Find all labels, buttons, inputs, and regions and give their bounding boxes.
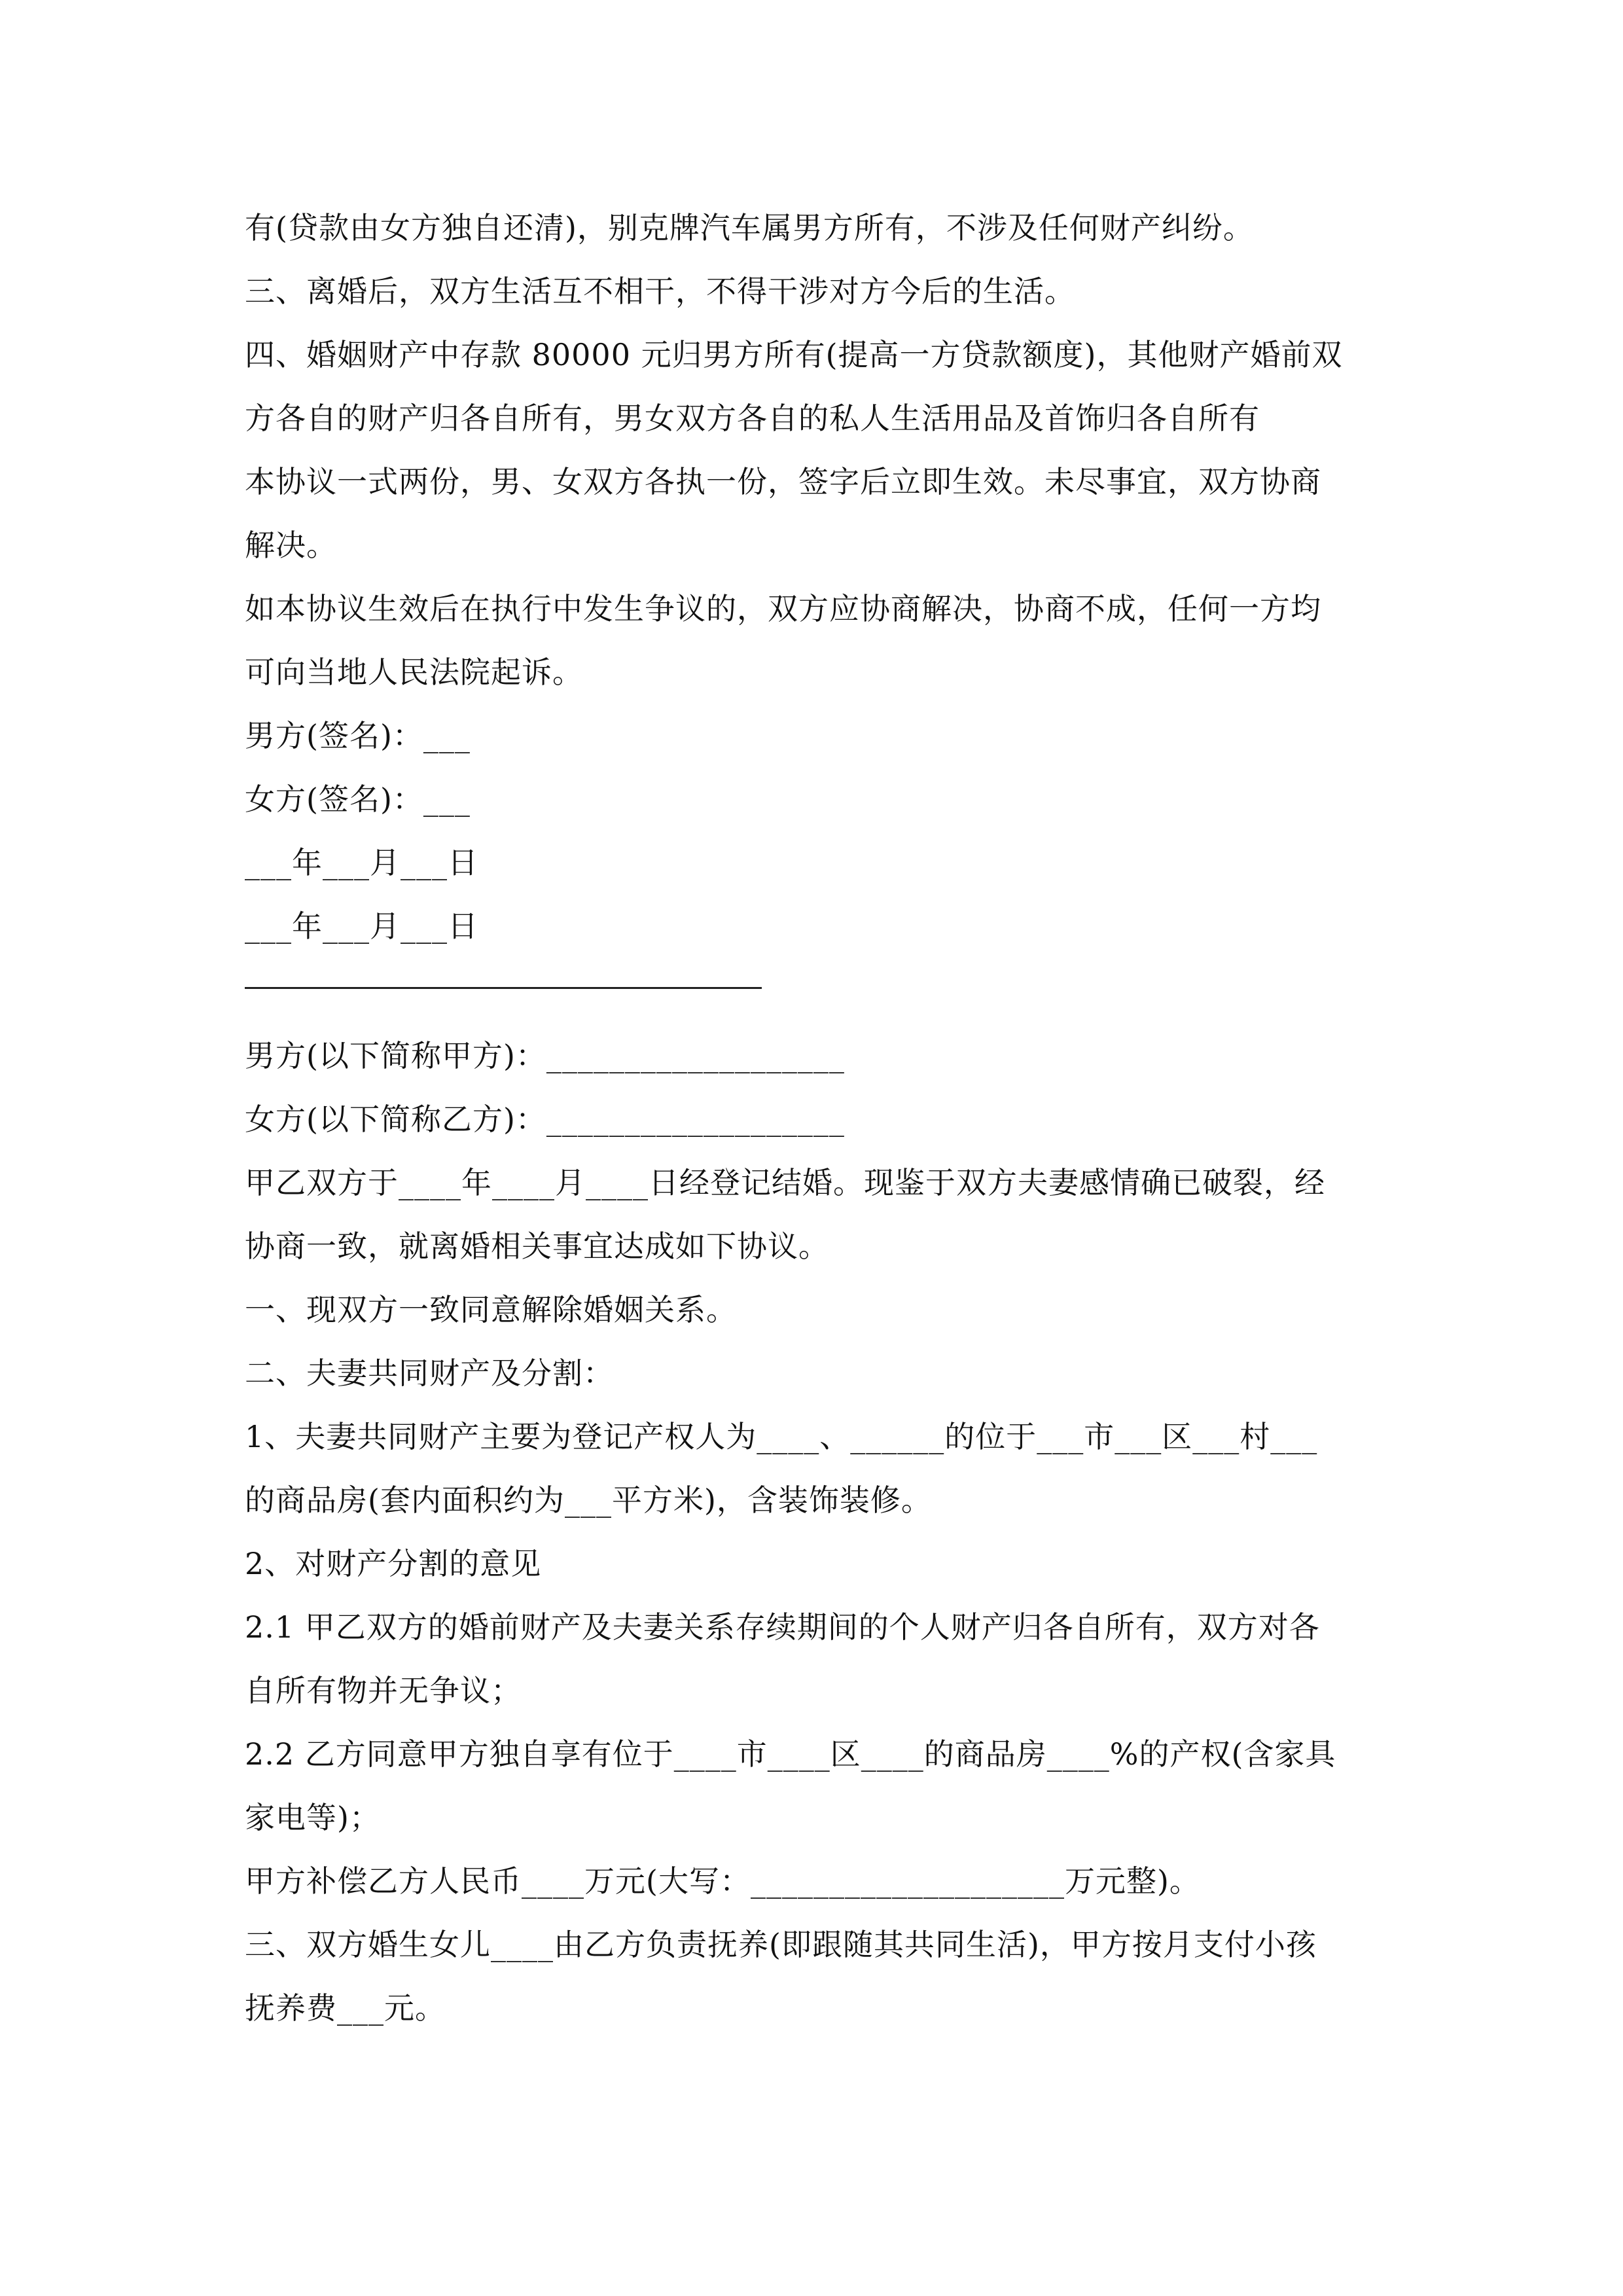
text-line: 如本协议生效后在执行中发生争议的，双方应协商解决，协商不成，任何一方均 <box>245 591 1321 626</box>
text-line: 2.1 甲乙双方的婚前财产及夫妻关系存续期间的个人财产归各自所有，双方对各 <box>245 1609 1320 1645</box>
date-line: ___年___月___日 <box>245 908 478 944</box>
female-signature-line: 女方(签名)：___ <box>245 781 471 817</box>
section-divider <box>245 987 762 989</box>
text-line: 自所有物并无争议； <box>245 1673 522 1708</box>
agreement-upper-section <box>245 196 1383 958</box>
text-line: 有(贷款由女方独自还清)，别克牌汽车属男方所有，不涉及任何财产纠纷。 <box>245 210 1254 245</box>
text-line: 家电等)； <box>245 1800 380 1835</box>
party-a-line: 男方(以下简称甲方)：___________________ <box>245 1038 845 1073</box>
clause-heading: 三、双方婚生女儿____由乙方负责抚养(即跟随其共同生活)，甲方按月支付小孩 <box>245 1927 1317 1962</box>
text-line: 可向当地人民法院起诉。 <box>245 655 583 690</box>
text-line: 抚养费___元。 <box>245 1990 446 2026</box>
agreement-lower-section <box>245 1024 1383 2040</box>
date-line: ___年___月___日 <box>245 845 478 880</box>
male-signature-line: 男方(签名)：___ <box>245 718 471 753</box>
text-line: 四、婚姻财产中存款 80000 元归男方所有(提高一方贷款额度)，其他财产婚前双 <box>245 337 1343 372</box>
text-line: 三、离婚后，双方生活互不相干，不得干涉对方今后的生活。 <box>245 274 1075 309</box>
text-line: 方各自的财产归各自所有，男女双方各自的私人生活用品及首饰归各自所有 <box>245 401 1260 436</box>
text-line: 解决。 <box>245 528 337 563</box>
text-line: 甲乙双方于____年____月____日经登记结婚。现鉴于双方夫妻感情确已破裂，经 <box>245 1165 1325 1200</box>
text-line: 2.2 乙方同意甲方独自享有位于____市____区____的商品房____%的产权(含家具 <box>245 1736 1336 1772</box>
text-line: 本协议一式两份，男、女双方各执一份，签字后立即生效。未尽事宜，双方协商 <box>245 464 1321 499</box>
text-line: 协商一致，就离婚相关事宜达成如下协议。 <box>245 1229 829 1264</box>
party-b-line: 女方(以下简称乙方)：___________________ <box>245 1102 845 1137</box>
clause-heading: 2、对财产分割的意见 <box>245 1546 542 1581</box>
text-line: 1、夫妻共同财产主要为登记产权人为____、______的位于___市___区___村___ <box>245 1419 1318 1454</box>
text-line: 甲方补偿乙方人民币____万元(大写：____________________万元整)。 <box>245 1863 1200 1899</box>
text-line: 的商品房(套内面积约为___平方米)，含装饰装修。 <box>245 1482 932 1518</box>
clause-heading: 一、现双方一致同意解除婚姻关系。 <box>245 1292 737 1327</box>
clause-heading: 二、夫妻共同财产及分割： <box>245 1355 614 1391</box>
